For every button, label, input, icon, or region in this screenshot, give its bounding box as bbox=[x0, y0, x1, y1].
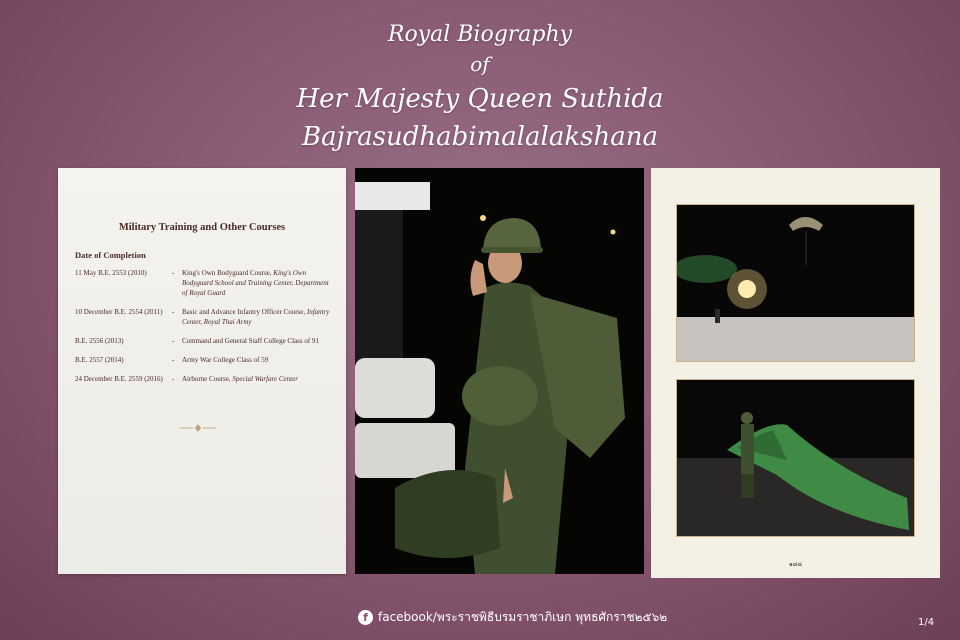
photo-soldier-saluting bbox=[355, 168, 644, 574]
facebook-icon[interactable]: f bbox=[358, 610, 373, 625]
dash: - bbox=[172, 356, 175, 364]
title-line-1: Royal Biography bbox=[387, 22, 573, 47]
courses-page bbox=[58, 168, 346, 574]
facebook-link-text[interactable]: facebook/พระราชพิธีบรมราชาภิเษก พุทธศักราช๒๕๖๒ bbox=[378, 609, 668, 624]
course-desc: Command and General Staff College Class of 91 bbox=[182, 337, 319, 345]
dash: - bbox=[172, 269, 175, 277]
course-desc: Army War College Class of 59 bbox=[182, 356, 269, 364]
title-line-4: Bajrasudhabimalalakshana bbox=[302, 122, 658, 152]
ornament-divider bbox=[180, 424, 216, 432]
dash: - bbox=[172, 337, 175, 345]
title-line-2: of bbox=[470, 52, 490, 76]
page-indicator: 1/4 bbox=[918, 617, 935, 628]
footer-credit[interactable] bbox=[358, 608, 667, 626]
photo-soldier-with-parachute bbox=[676, 379, 915, 537]
course-date: B.E. 2556 (2013) bbox=[75, 337, 124, 345]
title-line-3: Her Majesty Queen Suthida bbox=[296, 84, 664, 114]
course-date: B.E. 2557 (2014) bbox=[75, 356, 124, 364]
course-row bbox=[75, 336, 333, 346]
course-date: 11 May B.E. 2553 (2010) bbox=[75, 269, 147, 277]
photos-page bbox=[651, 168, 940, 578]
date-heading: Date of Completion bbox=[75, 250, 146, 260]
photo-night-parachute-landing bbox=[676, 204, 915, 362]
course-date: 10 December B.E. 2554 (2011) bbox=[75, 308, 163, 316]
course-list bbox=[75, 268, 333, 393]
course-row bbox=[75, 268, 333, 298]
course-row bbox=[75, 307, 333, 327]
course-desc: Airborne Course, Special Warfare Center bbox=[182, 375, 298, 383]
course-desc: Basic and Advance Infantry Officer Course, Infantry Center, Royal Thai Army bbox=[182, 308, 330, 326]
dash: - bbox=[172, 375, 175, 383]
dash: - bbox=[172, 308, 175, 316]
course-date: 24 December B.E. 2559 (2016) bbox=[75, 375, 163, 383]
course-desc: King's Own Bodyguard Course, King's Own Bodyguard School and Training Center, Department of Royal Guard bbox=[182, 269, 329, 297]
course-row bbox=[75, 355, 333, 365]
course-row bbox=[75, 374, 333, 384]
page-number: ๑๘๘ bbox=[788, 562, 803, 568]
section-title: Military Training and Other Courses bbox=[118, 222, 286, 233]
